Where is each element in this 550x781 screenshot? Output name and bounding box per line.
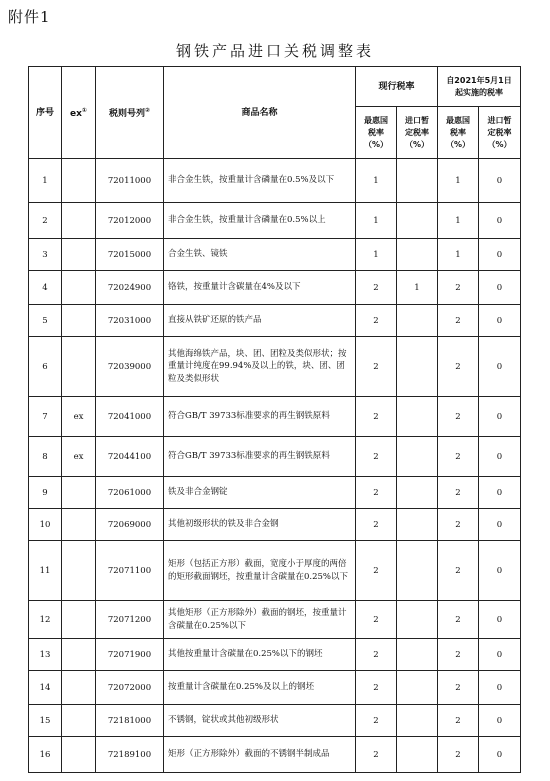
cell-temp [397,437,438,477]
cell-temp [397,705,438,737]
cell-seq: 3 [29,239,62,271]
cell-temp: 1 [397,271,438,305]
cell-name: 非合金生铁，按重量计含磷量在0.5%以上 [164,203,356,239]
cell-code: 72011000 [96,159,164,203]
cell-code: 72071200 [96,601,164,639]
cell-code: 72041000 [96,397,164,437]
header-code: 税则号列② [96,67,164,159]
cell-ex [62,737,96,773]
cell-ex [62,671,96,705]
cell-temp [397,203,438,239]
cell-code: 72189100 [96,737,164,773]
cell-name: 按重量计含碳量在0.25%及以上的钢坯 [164,671,356,705]
cell-mfn-new: 2 [438,601,479,639]
cell-code: 72039000 [96,337,164,397]
cell-seq: 13 [29,639,62,671]
table-row [29,541,521,601]
table-row [29,705,521,737]
cell-temp [397,397,438,437]
header-new-rate: 自2021年5月1日起实施的税率 [438,67,521,107]
cell-mfn: 2 [356,705,397,737]
cell-seq: 8 [29,437,62,477]
cell-code: 72072000 [96,671,164,705]
cell-mfn-new: 2 [438,337,479,397]
cell-mfn: 2 [356,737,397,773]
cell-temp [397,541,438,601]
table-row [29,601,521,639]
cell-temp-new: 0 [479,541,521,601]
cell-mfn: 2 [356,639,397,671]
cell-code: 72031000 [96,305,164,337]
cell-temp [397,337,438,397]
cell-mfn-new: 2 [438,639,479,671]
cell-temp-new: 0 [479,159,521,203]
cell-temp-new: 0 [479,601,521,639]
header-current-rate: 现行税率 [356,67,438,107]
cell-name: 直接从铁矿还原的铁产品 [164,305,356,337]
cell-ex [62,159,96,203]
table-row [29,509,521,541]
cell-temp [397,601,438,639]
cell-temp-new: 0 [479,337,521,397]
cell-temp [397,305,438,337]
cell-name: 矩形（包括正方形）截面，宽度小于厚度的两倍的矩形截面钢坯，按重量计含碳量在0.25%以下 [164,541,356,601]
cell-mfn: 2 [356,509,397,541]
cell-seq: 6 [29,337,62,397]
cell-seq: 16 [29,737,62,773]
cell-seq: 7 [29,397,62,437]
cell-code: 72044100 [96,437,164,477]
table-row [29,671,521,705]
cell-temp-new: 0 [479,477,521,509]
table-row [29,639,521,671]
cell-seq: 5 [29,305,62,337]
header-temp-new: 进口暂定税率（%） [479,107,521,159]
cell-temp [397,159,438,203]
cell-mfn-new: 2 [438,271,479,305]
cell-temp [397,639,438,671]
cell-temp-new: 0 [479,705,521,737]
header-ex: ex① [62,67,96,159]
table-row [29,337,521,397]
cell-seq: 4 [29,271,62,305]
table-row [29,437,521,477]
cell-temp-new: 0 [479,509,521,541]
cell-ex [62,601,96,639]
cell-name: 非合金生铁，按重量计含磷量在0.5%及以下 [164,159,356,203]
cell-temp-new: 0 [479,305,521,337]
cell-ex [62,509,96,541]
cell-mfn: 2 [356,437,397,477]
cell-name: 矩形（正方形除外）截面的不锈钢半制成品 [164,737,356,773]
cell-temp [397,509,438,541]
cell-mfn: 2 [356,337,397,397]
cell-mfn: 2 [356,671,397,705]
cell-mfn: 1 [356,203,397,239]
cell-ex: ex [62,437,96,477]
cell-code: 72024900 [96,271,164,305]
cell-name: 铬铁，按重量计含碳量在4%及以下 [164,271,356,305]
cell-mfn: 2 [356,305,397,337]
cell-code: 72071100 [96,541,164,601]
cell-mfn: 2 [356,271,397,305]
cell-ex [62,203,96,239]
cell-seq: 11 [29,541,62,601]
cell-code: 72012000 [96,203,164,239]
cell-ex [62,477,96,509]
header-mfn: 最惠国税率（%） [356,107,397,159]
cell-name: 合金生铁、镜铁 [164,239,356,271]
table-row [29,203,521,239]
cell-temp [397,239,438,271]
cell-mfn: 1 [356,159,397,203]
cell-name: 不锈钢，锭状或其他初级形状 [164,705,356,737]
cell-seq: 14 [29,671,62,705]
table-row [29,305,521,337]
cell-ex [62,305,96,337]
cell-mfn-new: 2 [438,509,479,541]
table-body [29,159,521,773]
table-row [29,397,521,437]
cell-ex [62,337,96,397]
cell-temp [397,671,438,705]
cell-mfn-new: 1 [438,203,479,239]
cell-temp-new: 0 [479,203,521,239]
cell-code: 72015000 [96,239,164,271]
cell-ex [62,271,96,305]
cell-ex [62,639,96,671]
cell-name: 其他矩形（正方形除外）截面的钢坯，按重量计含碳量在0.25%以下 [164,601,356,639]
cell-temp-new: 0 [479,671,521,705]
cell-mfn-new: 2 [438,397,479,437]
cell-mfn: 2 [356,477,397,509]
tariff-table [28,66,521,773]
cell-mfn-new: 2 [438,671,479,705]
cell-name: 符合GB/T 39733标准要求的再生钢铁原料 [164,437,356,477]
cell-mfn-new: 2 [438,477,479,509]
cell-code: 72061000 [96,477,164,509]
cell-mfn-new: 2 [438,437,479,477]
cell-seq: 1 [29,159,62,203]
table-row [29,477,521,509]
cell-temp [397,477,438,509]
cell-temp-new: 0 [479,239,521,271]
cell-code: 72071900 [96,639,164,671]
cell-code: 72069000 [96,509,164,541]
cell-mfn: 2 [356,541,397,601]
cell-seq: 2 [29,203,62,239]
cell-name: 其他初级形状的铁及非合金钢 [164,509,356,541]
cell-seq: 15 [29,705,62,737]
cell-mfn-new: 2 [438,705,479,737]
cell-temp-new: 0 [479,737,521,773]
table-row [29,271,521,305]
cell-mfn-new: 2 [438,305,479,337]
header-seq: 序号 [29,67,62,159]
cell-mfn-new: 2 [438,737,479,773]
table-row [29,159,521,203]
cell-mfn-new: 1 [438,239,479,271]
cell-name: 其他按重量计含碳量在0.25%以下的钢坯 [164,639,356,671]
header-name: 商品名称 [164,67,356,159]
cell-name: 符合GB/T 39733标准要求的再生钢铁原料 [164,397,356,437]
cell-mfn: 2 [356,397,397,437]
cell-mfn: 2 [356,601,397,639]
cell-name: 铁及非合金钢锭 [164,477,356,509]
cell-ex: ex [62,397,96,437]
cell-temp-new: 0 [479,271,521,305]
attachment-label: 附件1 [8,8,51,26]
cell-temp [397,737,438,773]
table-row [29,239,521,271]
table-row [29,737,521,773]
cell-mfn: 1 [356,239,397,271]
header-mfn-new: 最惠国税率（%） [438,107,479,159]
cell-temp-new: 0 [479,639,521,671]
cell-ex [62,239,96,271]
cell-seq: 9 [29,477,62,509]
cell-temp-new: 0 [479,437,521,477]
cell-code: 72181000 [96,705,164,737]
cell-name: 其他海绵铁产品，块、团、团粒及类似形状；按重量计纯度在99.94%及以上的铁，块、团、团粒及类似形状 [164,337,356,397]
document-title: 钢铁产品进口关税调整表 [175,42,374,60]
cell-ex [62,705,96,737]
cell-seq: 12 [29,601,62,639]
cell-mfn-new: 1 [438,159,479,203]
cell-seq: 10 [29,509,62,541]
header-temp: 进口暂定税率（%） [397,107,438,159]
cell-mfn-new: 2 [438,541,479,601]
cell-ex [62,541,96,601]
cell-temp-new: 0 [479,397,521,437]
